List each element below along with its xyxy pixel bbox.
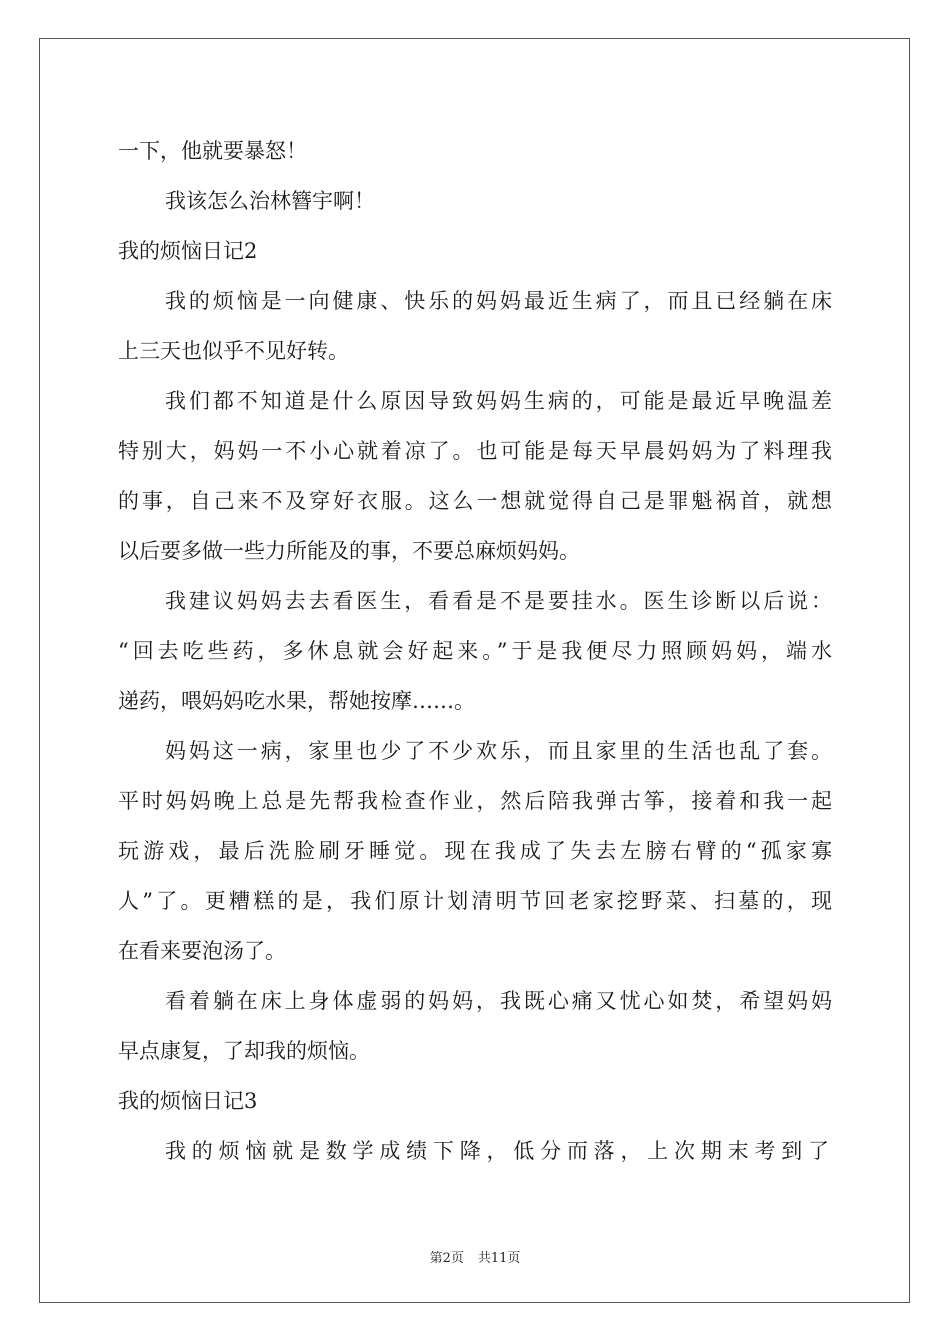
text-line: 一下，他就要暴怒！ xyxy=(118,139,307,163)
paragraph-line: 我的烦恼是一向健康、快乐的妈妈最近生病了，而且已经躺在床 xyxy=(165,289,832,313)
paragraph-line: 我建议妈妈去去看医生，看看是不是要挂水。医生诊断以后说： xyxy=(165,589,832,613)
page-total: 共11页 xyxy=(477,1251,521,1266)
text-line: 在看来要泡汤了。 xyxy=(118,939,286,963)
text-line: “回去吃些药，多休息就会好起来。”于是我便尽力照顾妈妈，端水 xyxy=(118,639,832,663)
text-line: 早点康复，了却我的烦恼。 xyxy=(118,1039,370,1063)
paragraph-line: 我该怎么治林簪宇啊！ xyxy=(165,189,375,213)
text-line: 特别大，妈妈一不小心就着凉了。也可能是每天早晨妈妈为了料理我 xyxy=(118,439,832,463)
paragraph-line: 看着躺在床上身体虚弱的妈妈，我既心痛又忧心如焚，希望妈妈 xyxy=(165,989,832,1013)
text-line: 的事，自己来不及穿好衣服。这么一想就觉得自己是罪魁祸首，就想 xyxy=(118,489,832,513)
document-body xyxy=(118,126,832,1176)
paragraph-line: 我的烦恼就是数学成绩下降，低分而落，上次期末考到了 xyxy=(165,1139,832,1163)
text-line: 以后要多做一些力所能及的事，不要总麻烦妈妈。 xyxy=(118,539,580,563)
paragraph-line: 我们都不知道是什么原因导致妈妈生病的，可能是最近早晚温差 xyxy=(165,389,832,413)
section-heading: 我的烦恼日记3 xyxy=(118,1089,258,1113)
text-line: 玩游戏，最后洗脸刷牙睡觉。现在我成了失去左膀右臂的“孤家寡 xyxy=(118,839,832,863)
page-footer xyxy=(0,1247,950,1266)
text-line: 上三天也似乎不见好转。 xyxy=(118,339,349,363)
text-line: 人”了。更糟糕的是，我们原计划清明节回老家挖野菜、扫墓的，现 xyxy=(118,889,832,913)
paragraph-line: 妈妈这一病，家里也少了不少欢乐，而且家里的生活也乱了套。 xyxy=(165,739,832,763)
text-line: 平时妈妈晚上总是先帮我检查作业，然后陪我弹古筝，接着和我一起 xyxy=(118,789,832,813)
text-line: 递药，喂妈妈吃水果，帮她按摩……。 xyxy=(118,689,475,713)
page-number: 第2页 xyxy=(429,1251,464,1266)
section-heading: 我的烦恼日记2 xyxy=(118,239,258,263)
